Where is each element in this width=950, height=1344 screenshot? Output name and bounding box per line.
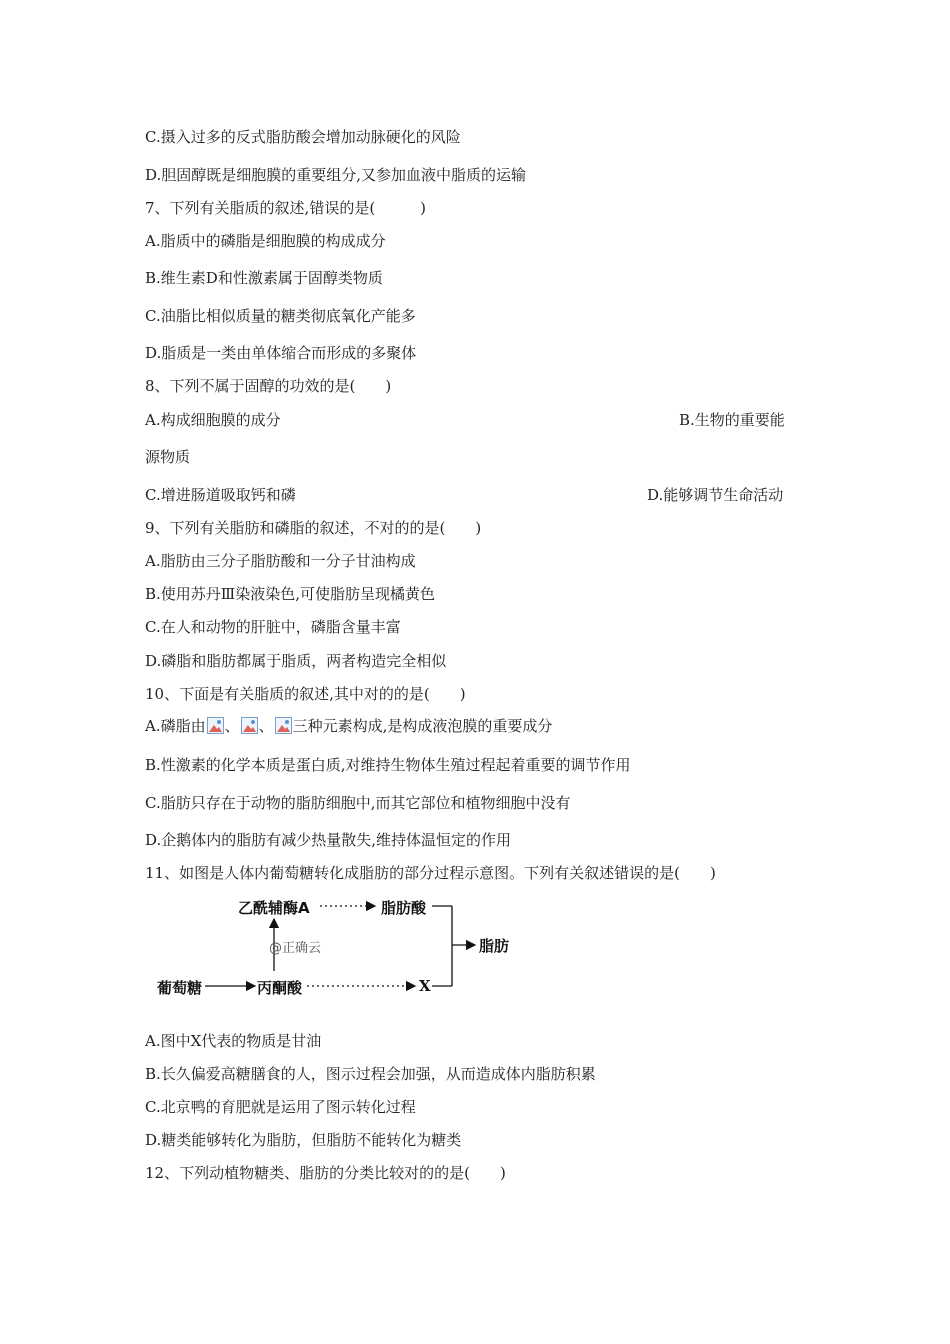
glucose-to-fat-diagram bbox=[155, 893, 520, 1003]
broken-image-icon bbox=[241, 717, 258, 734]
question-9-option-c: C.在人和动物的肝脏中，磷脂含量丰富 bbox=[145, 618, 401, 636]
broken-image-icon bbox=[275, 717, 292, 734]
question-10: 10、下面是有关脂质的叙述,其中对的的是( ) bbox=[145, 685, 466, 703]
question-9-option-d: D.磷脂和脂肪都属于脂质，两者构造完全相似 bbox=[145, 652, 447, 670]
question-9-option-b: B.使用苏丹Ⅲ染液染色,可使脂肪呈现橘黄色 bbox=[145, 585, 436, 603]
question-8: 8、下列不属于固醇的功效的是( ) bbox=[145, 377, 392, 395]
x-label: X bbox=[419, 977, 431, 995]
option-a-prefix: A.磷脂由 bbox=[145, 717, 206, 735]
question-7-option-c: C.油脂比相似质量的糖类彻底氧化产能多 bbox=[145, 307, 416, 325]
question-7-option-b: B.维生素D和性激素属于固醇类物质 bbox=[145, 269, 383, 287]
fatty-acid-label: 脂肪酸 bbox=[381, 899, 427, 917]
question-12: 12、下列动植物糖类、脂肪的分类比较对的的是( ) bbox=[145, 1164, 506, 1182]
acetyl-coa-label: 乙酰辅酶A bbox=[238, 899, 310, 917]
question-7-option-a: A.脂质中的磷脂是细胞膜的构成成分 bbox=[145, 232, 386, 250]
option-a-suffix: 三种元素构成,是构成液泡膜的重要成分 bbox=[292, 717, 553, 735]
question-9: 9、下列有关脂肪和磷脂的叙述，不对的的是( ) bbox=[145, 519, 482, 537]
pyruvate-label: 丙酮酸 bbox=[257, 979, 303, 997]
question-7: 7、下列有关脂质的叙述,错误的是( ) bbox=[145, 199, 427, 217]
fat-label: 脂肪 bbox=[479, 937, 510, 955]
question-7-option-d: D.脂质是一类由单体缩合而形成的多聚体 bbox=[145, 344, 417, 362]
question-8-option-b-continued: 源物质 bbox=[145, 448, 191, 466]
question-10-option-c: C.脂肪只存在于动物的脂肪细胞中,而其它部位和植物细胞中没有 bbox=[145, 794, 571, 812]
question-11: 11、如图是人体内葡萄糖转化成脂肪的部分过程示意图。下列有关叙述错误的是( ) bbox=[145, 864, 716, 882]
question-10-option-d: D.企鹅体内的脂肪有减少热量散失,维持体温恒定的作用 bbox=[145, 831, 512, 849]
separator: 、 bbox=[224, 717, 240, 735]
option-d-text: D.胆固醇既是细胞膜的重要组分,又参加血液中脂质的运输 bbox=[145, 166, 527, 184]
question-11-option-b: B.长久偏爱高糖膳食的人，图示过程会加强，从而造成体内脂肪积累 bbox=[145, 1065, 596, 1083]
question-8-option-a: A.构成细胞膜的成分 bbox=[145, 411, 281, 429]
watermark-text: @正确云 bbox=[269, 941, 322, 956]
option-c-text: C.摄入过多的反式脂肪酸会增加动脉硬化的风险 bbox=[145, 128, 461, 146]
question-11-option-c: C.北京鸭的育肥就是运用了图示转化过程 bbox=[145, 1098, 416, 1116]
diagram-arrows bbox=[155, 893, 520, 1003]
broken-image-icon bbox=[207, 717, 224, 734]
question-11-option-d: D.糖类能够转化为脂肪，但脂肪不能转化为糖类 bbox=[145, 1131, 462, 1149]
question-10-option-b: B.性激素的化学本质是蛋白质,对维持生物体生殖过程起着重要的调节作用 bbox=[145, 756, 631, 774]
question-8-option-b: B.生物的重要能 bbox=[679, 411, 785, 429]
glucose-label: 葡萄糖 bbox=[157, 979, 203, 997]
question-10-option-a bbox=[145, 716, 552, 736]
question-8-option-c: C.增进肠道吸取钙和磷 bbox=[145, 486, 296, 504]
question-8-option-d: D.能够调节生命活动 bbox=[647, 486, 784, 504]
question-9-option-a: A.脂肪由三分子脂肪酸和一分子甘油构成 bbox=[145, 552, 416, 570]
question-11-option-a: A.图中X代表的物质是甘油 bbox=[145, 1032, 322, 1050]
separator: 、 bbox=[258, 717, 274, 735]
